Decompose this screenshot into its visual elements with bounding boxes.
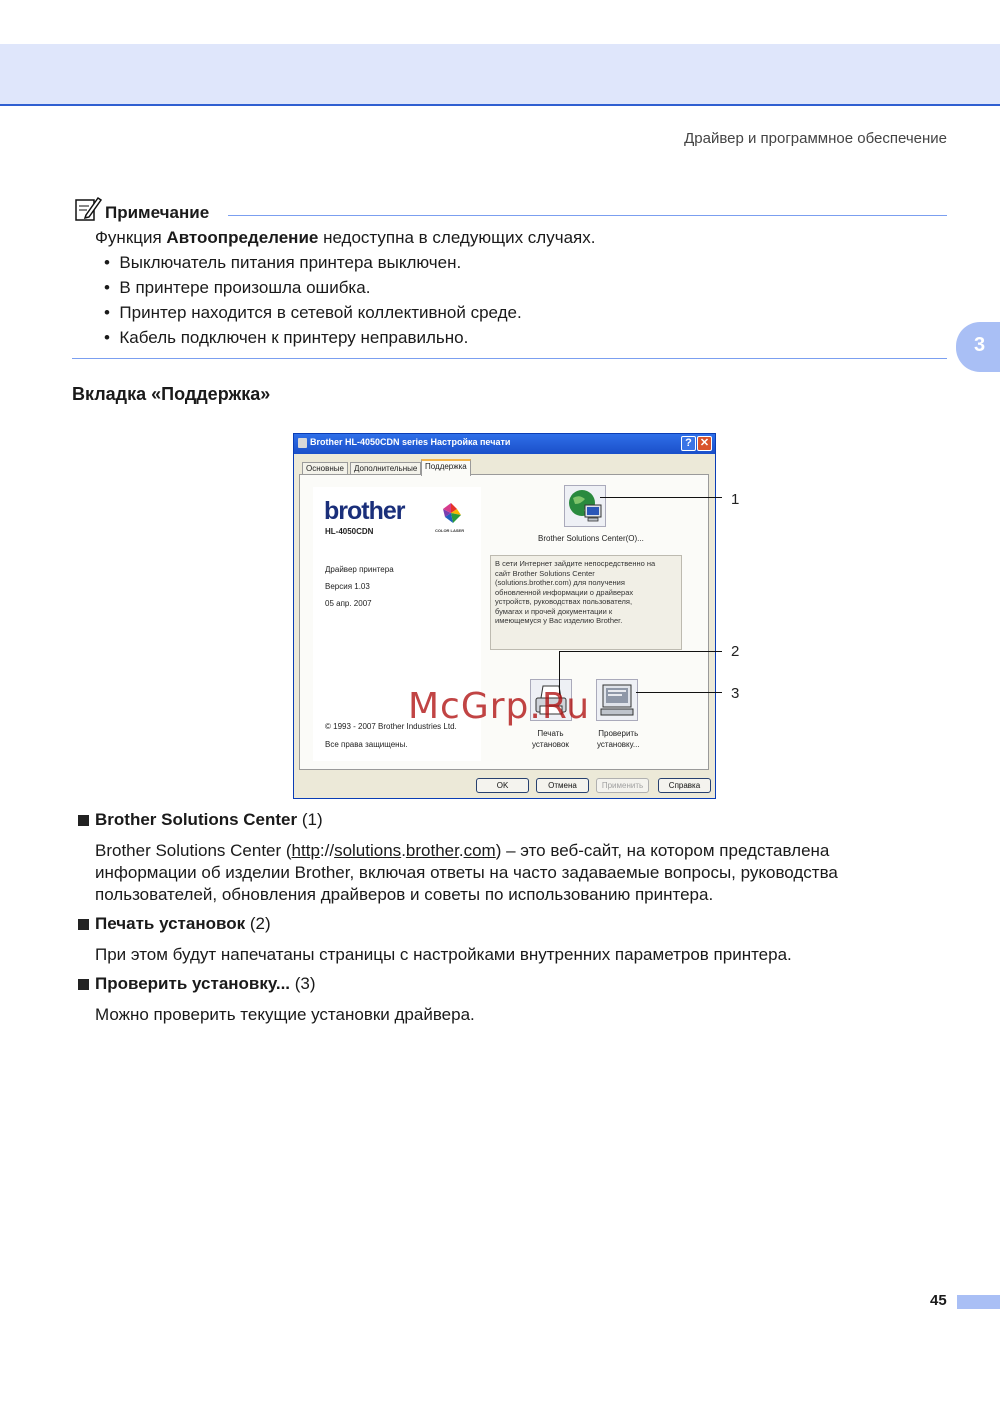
driver-version: Версия 1.03 bbox=[325, 582, 370, 591]
solutions-center-button[interactable] bbox=[564, 485, 606, 527]
item-ref: (2) bbox=[245, 914, 271, 933]
printer-icon bbox=[298, 438, 307, 448]
copyright: © 1993 - 2007 Brother Industries Ltd. bbox=[325, 722, 457, 731]
dialog-titlebar bbox=[294, 434, 715, 454]
note-intro-bold: Автоопределение bbox=[166, 228, 319, 247]
chapter-tab bbox=[956, 322, 1000, 372]
model-name: HL-4050CDN bbox=[325, 527, 374, 536]
item-heading bbox=[95, 974, 316, 994]
apply-button[interactable]: Применить bbox=[596, 778, 649, 793]
note-title: Примечание bbox=[105, 203, 210, 222]
square-bullet-icon bbox=[78, 815, 89, 826]
rights: Все права защищены. bbox=[325, 740, 408, 749]
callout-line bbox=[636, 692, 722, 693]
print-caption-line: установок bbox=[532, 740, 569, 749]
url-part[interactable]: solutions bbox=[334, 841, 402, 860]
close-button[interactable]: ✕ bbox=[697, 436, 712, 451]
note-intro bbox=[95, 227, 595, 249]
print-settings-caption bbox=[532, 728, 569, 750]
body-text: Brother Solutions Center ( bbox=[95, 841, 292, 860]
item-body bbox=[95, 840, 925, 906]
callout-number: 1 bbox=[731, 491, 740, 508]
body-text: ) – это веб-сайт, на котором представлена bbox=[495, 841, 830, 860]
cancel-button[interactable]: Отмена bbox=[536, 778, 589, 793]
url-part[interactable]: http bbox=[291, 841, 320, 860]
note-pencil-icon bbox=[74, 195, 102, 223]
tab-advanced[interactable]: Дополнительные bbox=[350, 462, 421, 475]
page-number: 45 bbox=[930, 1292, 947, 1309]
dialog-title: Brother HL-4050CDN series Настройка печати bbox=[310, 437, 511, 447]
url-part[interactable]: brother bbox=[405, 841, 459, 860]
note-divider-bottom bbox=[72, 358, 947, 359]
note-item-text: Принтер находится в сетевой коллективной среде. bbox=[119, 303, 522, 322]
ok-button[interactable]: OK bbox=[476, 778, 529, 793]
item-body-line bbox=[95, 840, 925, 862]
check-caption-line: Проверить bbox=[598, 729, 639, 738]
note-item: • Выключатель питания принтера выключен. bbox=[104, 253, 462, 272]
note-intro-prefix: Функция bbox=[95, 228, 167, 247]
item-ref: (3) bbox=[290, 974, 316, 993]
note-item-text: Выключатель питания принтера выключен. bbox=[119, 253, 462, 272]
note-item-text: В принтере произошла ошибка. bbox=[119, 278, 371, 297]
globe-computer-icon bbox=[565, 486, 605, 526]
square-bullet-icon bbox=[78, 979, 89, 990]
chapter-number: 3 bbox=[974, 334, 986, 356]
brother-logo: brother bbox=[324, 497, 405, 525]
url-part[interactable]: . bbox=[458, 841, 464, 860]
item-title: Печать установок bbox=[95, 914, 246, 933]
note-item: • В принтере произошла ошибка. bbox=[104, 278, 371, 297]
tab-basic[interactable]: Основные bbox=[302, 462, 348, 475]
tab-support[interactable]: Поддержка bbox=[421, 459, 471, 476]
solutions-center-description bbox=[490, 555, 682, 650]
footer-band bbox=[957, 1295, 1000, 1309]
running-title: Драйвер и программное обеспечение bbox=[684, 130, 947, 147]
printing-preferences-dialog bbox=[293, 433, 716, 799]
driver-label: Драйвер принтера bbox=[325, 565, 394, 574]
note-intro-suffix: недоступна в следующих случаях. bbox=[318, 228, 596, 247]
note-item: • Кабель подключен к принтеру неправильно. bbox=[104, 328, 469, 347]
item-title: Brother Solutions Center bbox=[95, 810, 298, 829]
callout-line bbox=[600, 497, 722, 498]
check-settings-button[interactable] bbox=[596, 679, 638, 721]
monitor-icon bbox=[597, 680, 637, 720]
item-heading bbox=[95, 810, 323, 830]
item-body: При этом будут напечатаны страницы с настройками внутренних параметров принтера. bbox=[95, 945, 792, 964]
square-bullet-icon bbox=[78, 919, 89, 930]
header-band bbox=[0, 44, 1000, 106]
print-caption-line: Печать bbox=[537, 729, 564, 738]
check-settings-caption bbox=[597, 728, 640, 750]
driver-date: 05 апр. 2007 bbox=[325, 599, 372, 608]
url-part[interactable]: :// bbox=[319, 841, 335, 860]
check-caption-line: установку... bbox=[597, 740, 640, 749]
item-title: Проверить установку... bbox=[95, 974, 291, 993]
color-laser-logo-icon bbox=[440, 502, 462, 524]
item-body-line: информации об изделии Brother, включая ответы на часто задаваемые вопросы, руководства bbox=[95, 863, 838, 882]
item-ref: (1) bbox=[297, 810, 323, 829]
note-divider bbox=[228, 215, 947, 216]
help-title-button[interactable]: ? bbox=[681, 436, 696, 451]
callout-line bbox=[560, 651, 722, 652]
note-item: • Принтер находится в сетевой коллективной среде. bbox=[104, 303, 522, 322]
url-part[interactable]: com bbox=[463, 841, 496, 860]
description-text: В сети Интернет зайдите непосредственно на сайт Brother Solutions Center (solutions.brother.com) для получения обновленной информации о драйверах устройств, руководствах пользователя, бумагах и прочей документации к имеющемуся у Вас изделию Brother. bbox=[495, 559, 656, 625]
callout-number: 2 bbox=[731, 643, 740, 660]
callout-number: 3 bbox=[731, 685, 740, 702]
item-body: Можно проверить текущие установки драйвера. bbox=[95, 1005, 475, 1024]
url-part[interactable]: . bbox=[401, 841, 406, 860]
help-button[interactable]: Справка bbox=[658, 778, 711, 793]
section-heading: Вкладка «Поддержка» bbox=[72, 384, 271, 404]
solutions-center-caption: Brother Solutions Center(O)... bbox=[538, 534, 644, 543]
watermark: McGrp.Ru bbox=[408, 686, 591, 727]
color-laser-caption: COLOR LASER bbox=[435, 528, 465, 533]
note-item-text: Кабель подключен к принтеру неправильно. bbox=[119, 328, 469, 347]
item-body-line: пользователей, обновления драйверов и советы по использованию принтера. bbox=[95, 885, 714, 904]
item-heading bbox=[95, 914, 271, 934]
